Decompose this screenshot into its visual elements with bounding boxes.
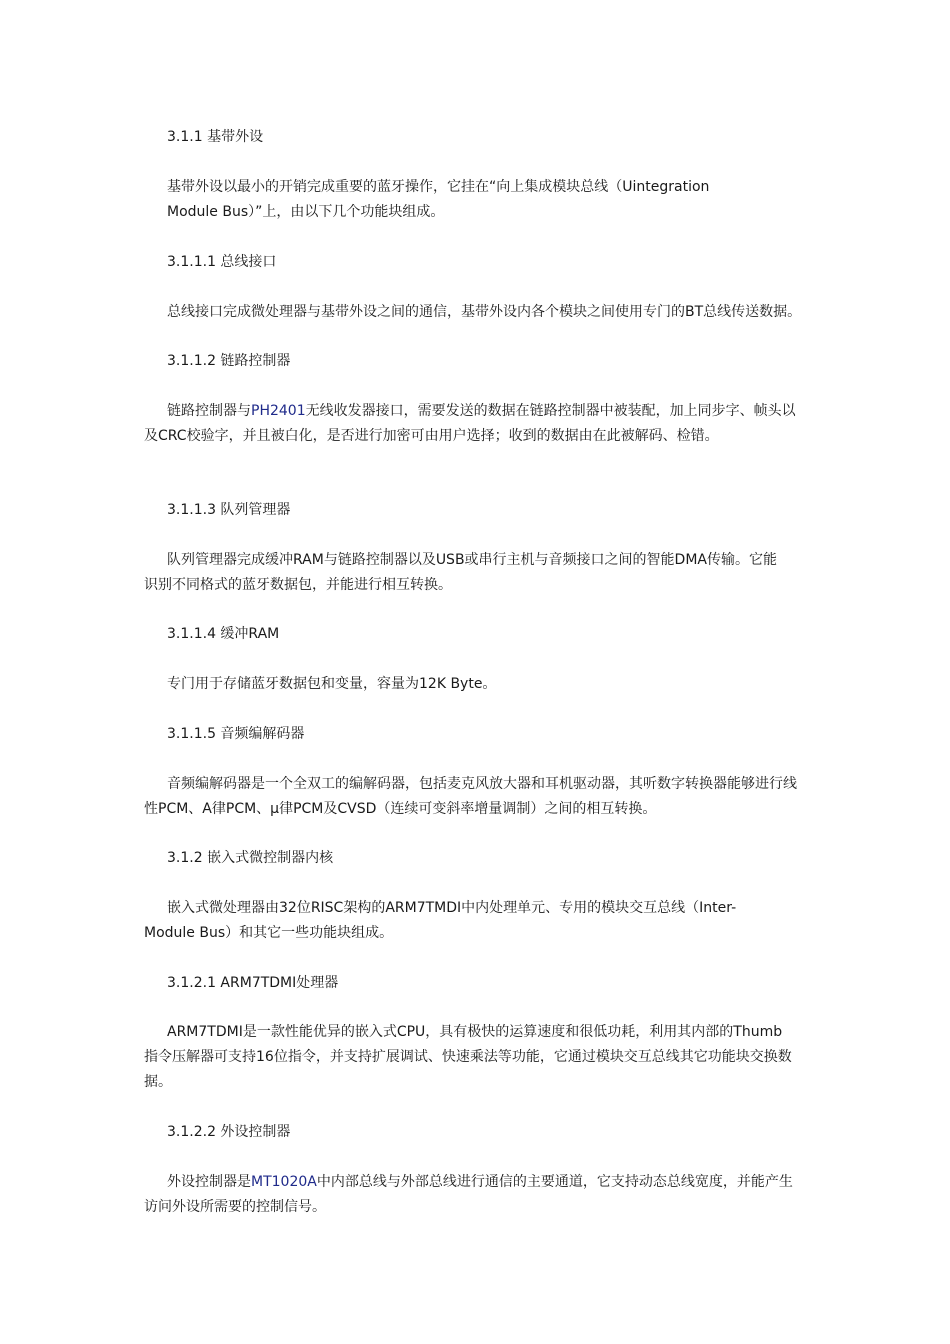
heading-3-1-1-5: 3.1.1.5 音频编解码器 (167, 726, 305, 742)
paragraph-3-1-1-2-text-a: 链路控制器与 (167, 403, 251, 419)
paragraph-3-1-2-2-text-b: 中内部总线与外部总线进行通信的主要通道，它支持动态总线宽度，并能产生 (316, 1174, 793, 1190)
heading-3-1-2-1: 3.1.2.1 ARM7TDMI处理器 (167, 975, 339, 991)
paragraph-3-1-1-5-line-1: 音频编解码器是一个全双工的编解码器，包括麦克风放大器和耳机驱动器，其听数字转换器能够进行线 (167, 776, 797, 792)
paragraph-3-1-1-5-line-2: 性PCM、A律PCM、μ律PCM及CVSD（连续可变斜率增量调制）之间的相互转换。 (144, 801, 657, 817)
paragraph-3-1-2-line-1: 嵌入式微处理器由32位RISC架构的ARM7TMDI中内处理单元、专用的模块交互总线（Inter- (167, 900, 737, 916)
paragraph-3-1-1-4: 专门用于存储蓝牙数据包和变量，容量为12K Byte。 (167, 676, 497, 692)
paragraph-3-1-2-1-line-3: 据。 (144, 1074, 172, 1090)
heading-3-1-2: 3.1.2 嵌入式微控制器内核 (167, 850, 334, 866)
paragraph-3-1-1-line-1: 基带外设以最小的开销完成重要的蓝牙操作，它挂在“向上集成模块总线（Uintegration (167, 179, 710, 195)
paragraph-3-1-1-2-line-2: 及CRC校验字，并且被白化，是否进行加密可由用户选择；收到的数据由在此被解码、检错。 (144, 428, 719, 444)
heading-3-1-1-3: 3.1.1.3 队列管理器 (167, 502, 291, 518)
paragraph-3-1-2-1-line-1: ARM7TDMI是一款性能优异的嵌入式CPU，具有极快的运算速度和很低功耗，利用其内部的Thumb (167, 1024, 783, 1040)
paragraph-3-1-2-2-line-2: 访问外设所需要的控制信号。 (144, 1199, 326, 1215)
heading-3-1-1-1: 3.1.1.1 总线接口 (167, 254, 277, 270)
ph2401-link[interactable]: PH2401 (251, 403, 306, 419)
paragraph-3-1-2-2-line-1 (167, 1170, 793, 1195)
paragraph-3-1-1-line-2: Module Bus）”上，由以下几个功能块组成。 (167, 204, 445, 220)
paragraph-3-1-1-3-line-1: 队列管理器完成缓冲RAM与链路控制器以及USB或串行主机与音频接口之间的智能DMA传输。它能 (167, 552, 777, 568)
paragraph-3-1-2-2-text-a: 外设控制器是 (167, 1174, 251, 1190)
heading-3-1-1-4: 3.1.1.4 缓冲RAM (167, 626, 280, 642)
paragraph-3-1-2-1-line-2: 指令压解器可支持16位指令，并支持扩展调试、快速乘法等功能，它通过模块交互总线其它功能块交换数 (144, 1049, 792, 1065)
heading-3-1-1: 3.1.1 基带外设 (167, 129, 264, 145)
paragraph-3-1-2-line-2: Module Bus）和其它一些功能块组成。 (144, 925, 394, 941)
heading-3-1-2-2: 3.1.2.2 外设控制器 (167, 1124, 291, 1140)
paragraph-3-1-1-2-line-1 (167, 399, 796, 424)
mt1020a-link[interactable]: MT1020A (251, 1174, 317, 1190)
paragraph-3-1-1-2-text-b: 无线收发器接口，需要发送的数据在链路控制器中被装配，加上同步字、帧头以 (305, 403, 796, 419)
paragraph-3-1-1-1: 总线接口完成微处理器与基带外设之间的通信，基带外设内各个模块之间使用专门的BT总线传送数据。 (167, 304, 802, 320)
paragraph-3-1-1-3-line-2: 识别不同格式的蓝牙数据包，并能进行相互转换。 (144, 577, 452, 593)
heading-3-1-1-2: 3.1.1.2 链路控制器 (167, 353, 291, 369)
